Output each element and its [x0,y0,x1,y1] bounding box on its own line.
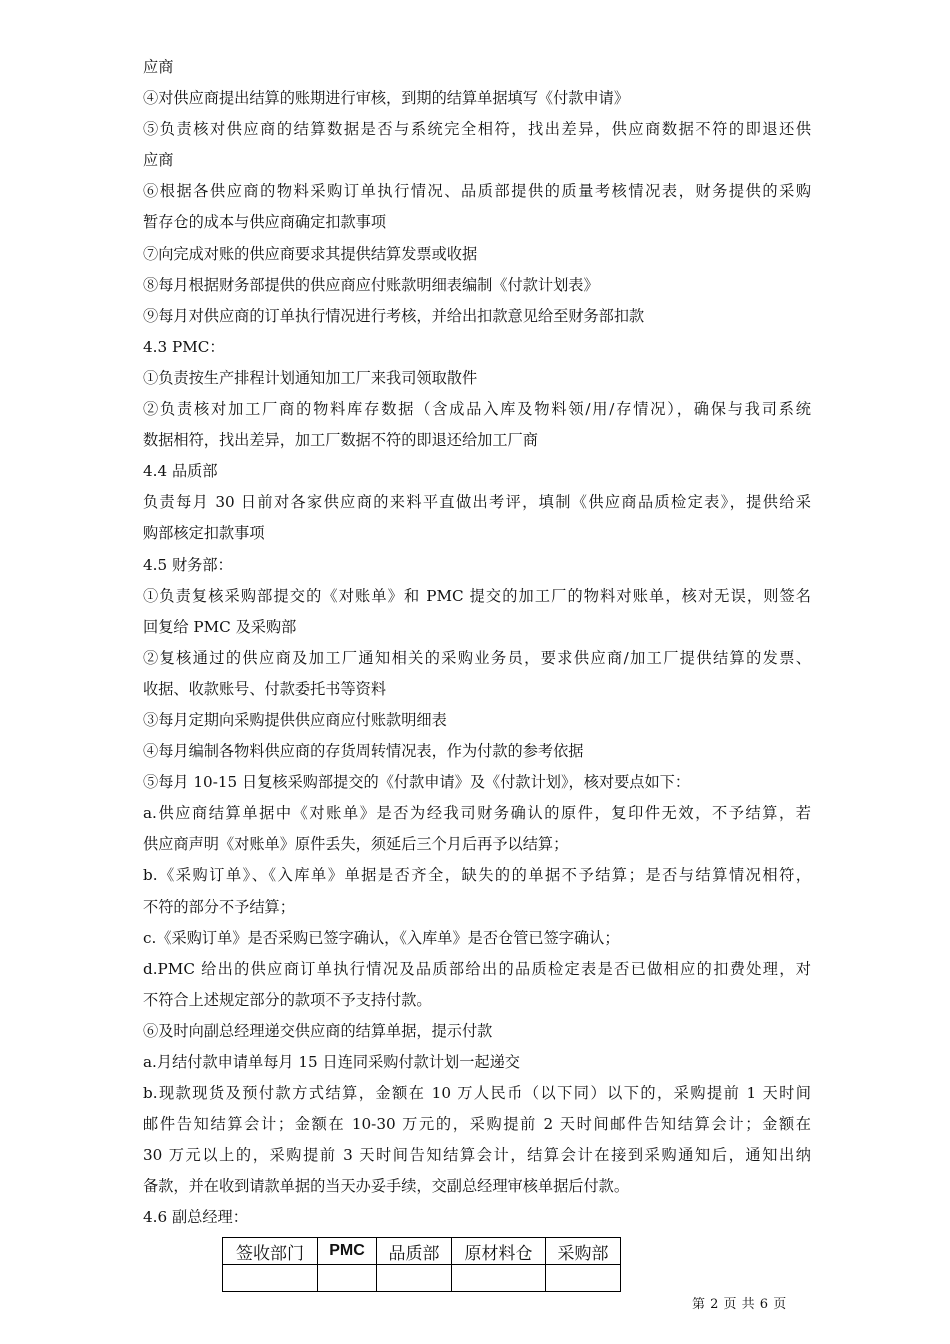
paragraph [143,954,811,1016]
paragraph [143,736,811,767]
text-line: 应商 [143,151,174,170]
paragraph [143,643,811,705]
paragraph [143,860,811,922]
sign-off-header-cell: 原材料仓 [452,1238,546,1265]
paragraph [143,176,811,238]
paragraph [143,923,811,954]
text-line: ④每月编制各物料供应商的存货周转情况表，作为付款的参考依据 [143,742,584,761]
page-number-footer: 第 2 页 共 6 页 [692,1297,787,1312]
text-line: ④对供应商提出结算的账期进行审核，到期的结算单据填写《付款申请》 [143,89,629,108]
paragraph [143,487,811,549]
paragraph [143,301,811,332]
text-line: ⑥根据各供应商的物料采购订单执行情况、品质部提供的质量考核情况表，财务提供的采购 [143,182,811,201]
text-line: ⑦向完成对账的供应商要求其提供结算发票或收据 [143,244,478,263]
paragraph [143,798,811,860]
text-line: d.PMC 给出的供应商订单执行情况及品质部给出的品质检定表是否已做相应的扣费处理，对 [143,959,811,978]
text-line: a.供应商结算单据中《对账单》是否为经我司财务确认的原件，复印件无效，不予结算，若 [143,804,811,823]
text-line: ③每月定期向采购提供供应商应付账款明细表 [143,710,447,729]
text-line: ⑥及时向副总经理递交供应商的结算单据，提示付款 [143,1021,493,1040]
text-line: 4.5 财务部： [143,555,233,574]
paragraph [143,1078,811,1202]
signature-cell[interactable] [223,1265,318,1292]
paragraph [143,767,811,798]
paragraph [143,363,811,394]
sign-off-header-cell: 签收部门 [223,1238,318,1265]
text-line: 不符合上述规定部分的款项不予支持付款。 [143,990,432,1009]
text-line: ⑤每月 10-15 日复核采购部提交的《付款申请》及《付款计划》，核对要点如下： [143,773,691,792]
text-line: 4.6 副总经理： [143,1208,248,1227]
text-line: 收据、收款账号、付款委托书等资料 [143,679,386,698]
paragraph [143,1016,811,1047]
text-line: 邮件告知结算会计；金额在 10-30 万元的，采购提前 2 天时间邮件告知结算会计；金额在 [143,1115,811,1134]
text-line: 供应商声明《对账单》原件丢失，须延后三个月后再予以结算； [143,835,569,854]
text-line: 回复给 PMC 及采购部 [143,617,297,636]
sign-off-header-cell: PMC [318,1238,377,1265]
text-line: 4.4 品质部 [143,462,218,481]
paragraph [143,705,811,736]
paragraph [143,332,811,363]
signature-cell[interactable] [546,1265,621,1292]
text-line: ①负责复核采购部提交的《对账单》和 PMC 提交的加工厂的物料对账单，核对无误，则签名 [143,586,811,605]
text-line: 负责每月 30 日前对各家供应商的来料平直做出考评，填制《供应商品质检定表》，提供给采 [143,493,811,512]
text-line: c.《采购订单》是否采购已签字确认，《入库单》是否仓管已签字确认； [143,928,620,947]
paragraph [143,550,811,581]
paragraph [143,270,811,301]
text-line: 备款，并在收到请款单据的当天办妥手续，交副总经理审核单据后付款。 [143,1177,629,1196]
paragraph [143,114,811,176]
text-line: 不符的部分不予结算； [143,897,295,916]
sign-off-header-row [223,1238,621,1265]
text-line: a.月结付款申请单每月 15 日连同采购付款计划一起递交 [143,1053,520,1071]
text-line: 30 万元以上的，采购提前 3 天时间告知结算会计，结算会计在接到采购通知后，通知出纳 [143,1146,811,1165]
text-line: 暂存仓的成本与供应商确定扣款事项 [143,213,386,232]
paragraph [143,239,811,270]
paragraph [143,394,811,456]
paragraph [143,83,811,114]
text-line: 4.3 PMC： [143,337,225,356]
signature-cell[interactable] [452,1265,546,1292]
text-line: 应商 [143,58,174,76]
text-line: ②复核通过的供应商及加工厂通知相关的采购业务员，要求供应商/加工厂提供结算的发票、 [143,648,811,667]
text-line: 购部核定扣款事项 [143,524,265,543]
sign-off-table [222,1237,621,1292]
text-line: ⑤负责核对供应商的结算数据是否与系统完全相符，找出差异，供应商数据不符的即退还供 [143,120,811,139]
text-line: ②负责核对加工厂商的物料库存数据（含成品入库及物料领/用/存情况），确保与我司系统 [143,400,811,419]
sign-off-header-cell: 品质部 [377,1238,452,1265]
sign-off-signature-row [223,1265,621,1292]
paragraph [143,1047,811,1078]
text-line: 数据相符，找出差异，加工厂数据不符的即退还给加工厂商 [143,431,538,450]
paragraph [143,1202,811,1233]
text-line: ⑧每月根据财务部提供的供应商应付账款明细表编制《付款计划表》 [143,275,599,294]
signature-cell[interactable] [318,1265,377,1292]
paragraph [143,52,811,83]
paragraph [143,456,811,487]
signature-cell[interactable] [377,1265,452,1292]
text-line: b.《采购订单》、《入库单》单据是否齐全，缺失的的单据不予结算；是否与结算情况相符， [143,866,811,885]
paragraph [143,581,811,643]
sign-off-header-cell: 采购部 [546,1238,621,1265]
text-line: b.现款现货及预付款方式结算，金额在 10 万人民币（以下同）以下的，采购提前 1 天时间 [143,1084,811,1103]
document-body [143,52,811,1234]
text-line: ①负责按生产排程计划通知加工厂来我司领取散件 [143,368,478,387]
text-line: ⑨每月对供应商的订单执行情况进行考核，并给出扣款意见给至财务部扣款 [143,306,645,325]
